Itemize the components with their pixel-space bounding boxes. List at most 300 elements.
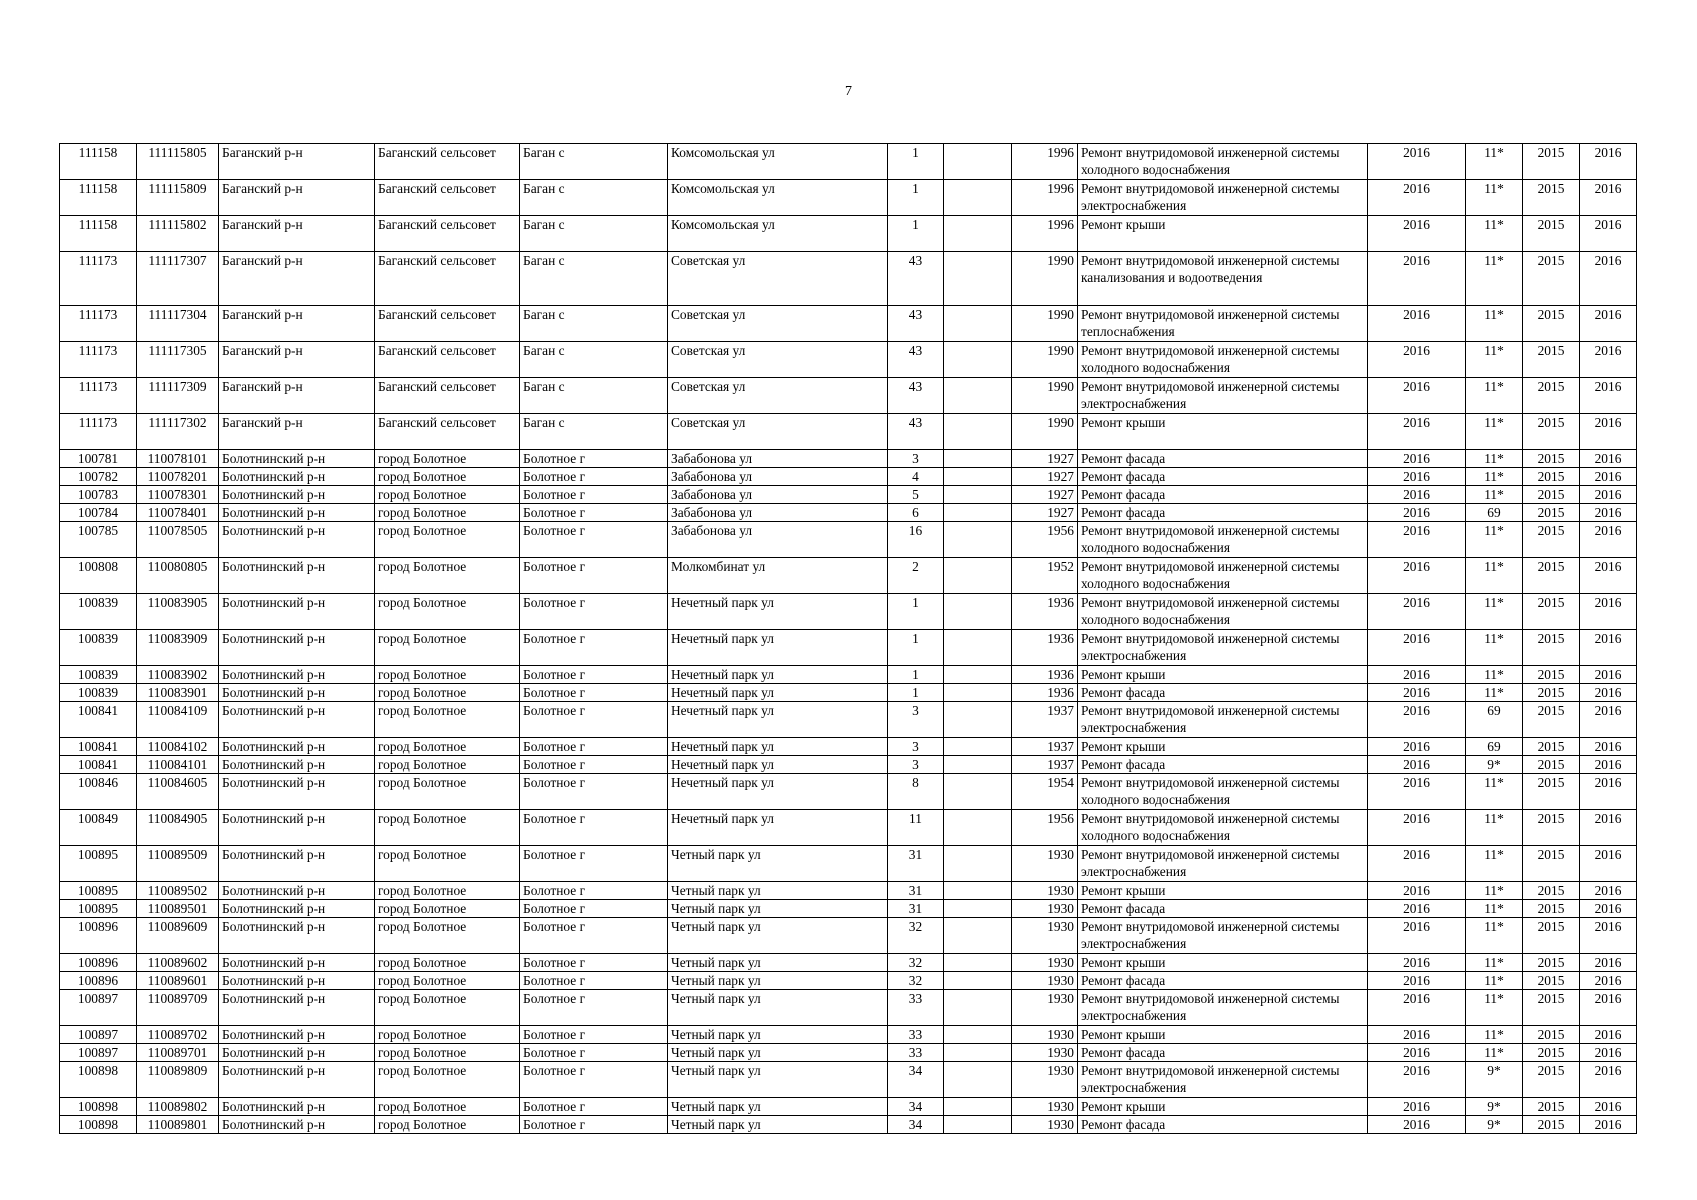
cell-plan-year: 2016 — [1368, 756, 1466, 774]
cell-plan-year: 2016 — [1368, 702, 1466, 738]
cell-category: 11* — [1466, 1026, 1523, 1044]
cell-building — [944, 810, 1012, 846]
cell-plan-year: 2016 — [1368, 1026, 1466, 1044]
cell-category: 11* — [1466, 918, 1523, 954]
cell-year-built: 1930 — [1012, 846, 1078, 882]
cell-building — [944, 468, 1012, 486]
cell-building — [944, 702, 1012, 738]
cell-plan-year: 2016 — [1368, 504, 1466, 522]
cell-locality: Болотное г — [520, 702, 668, 738]
cell-work-type: Ремонт внутридомовой инженерной системы канализования и водоотведения — [1078, 252, 1368, 306]
cell-house-number: 33 — [888, 1026, 944, 1044]
cell-year-built: 1956 — [1012, 810, 1078, 846]
cell-locality: Болотное г — [520, 594, 668, 630]
cell-work-type: Ремонт внутридомовой инженерной системы электроснабжения — [1078, 990, 1368, 1026]
cell-street: Четный парк ул — [668, 918, 888, 954]
cell-period-end: 2016 — [1580, 810, 1637, 846]
cell-district: Болотнинский р-н — [219, 1062, 375, 1098]
cell-object-code: 110089809 — [137, 1062, 219, 1098]
cell-period-end: 2016 — [1580, 774, 1637, 810]
cell-year-built: 1937 — [1012, 738, 1078, 756]
cell-period-end: 2016 — [1580, 504, 1637, 522]
table-row — [60, 504, 1637, 522]
cell-period-start: 2015 — [1523, 468, 1580, 486]
cell-street: Комсомольская ул — [668, 180, 888, 216]
cell-district: Баганский р-н — [219, 252, 375, 306]
cell-work-type: Ремонт крыши — [1078, 1098, 1368, 1116]
cell-object-code: 110083909 — [137, 630, 219, 666]
cell-plan-year: 2016 — [1368, 180, 1466, 216]
cell-district: Баганский р-н — [219, 180, 375, 216]
cell-house-id: 100897 — [60, 1044, 137, 1062]
cell-house-id: 100898 — [60, 1116, 137, 1134]
cell-plan-year: 2016 — [1368, 414, 1466, 450]
cell-building — [944, 306, 1012, 342]
cell-object-code: 111115805 — [137, 144, 219, 180]
cell-period-start: 2015 — [1523, 774, 1580, 810]
cell-period-start: 2015 — [1523, 882, 1580, 900]
cell-period-end: 2016 — [1580, 180, 1637, 216]
cell-house-number: 1 — [888, 180, 944, 216]
cell-district: Болотнинский р-н — [219, 1044, 375, 1062]
cell-period-end: 2016 — [1580, 522, 1637, 558]
cell-municipality: город Болотное — [375, 882, 520, 900]
cell-category: 11* — [1466, 252, 1523, 306]
cell-district: Баганский р-н — [219, 306, 375, 342]
cell-period-start: 2015 — [1523, 846, 1580, 882]
cell-house-id: 111158 — [60, 216, 137, 252]
cell-category: 11* — [1466, 630, 1523, 666]
cell-building — [944, 774, 1012, 810]
cell-work-type: Ремонт фасада — [1078, 468, 1368, 486]
cell-category: 9* — [1466, 1116, 1523, 1134]
cell-house-id: 100841 — [60, 738, 137, 756]
cell-period-start: 2015 — [1523, 180, 1580, 216]
table-row — [60, 378, 1637, 414]
cell-municipality: город Болотное — [375, 990, 520, 1026]
table-row — [60, 774, 1637, 810]
cell-work-type: Ремонт крыши — [1078, 882, 1368, 900]
cell-year-built: 1956 — [1012, 522, 1078, 558]
cell-period-start: 2015 — [1523, 594, 1580, 630]
cell-street: Нечетный парк ул — [668, 630, 888, 666]
cell-plan-year: 2016 — [1368, 738, 1466, 756]
cell-locality: Болотное г — [520, 810, 668, 846]
cell-house-number: 33 — [888, 990, 944, 1026]
cell-year-built: 1996 — [1012, 144, 1078, 180]
cell-period-end: 2016 — [1580, 1062, 1637, 1098]
cell-plan-year: 2016 — [1368, 882, 1466, 900]
cell-year-built: 1927 — [1012, 486, 1078, 504]
cell-period-end: 2016 — [1580, 1116, 1637, 1134]
cell-object-code: 110089709 — [137, 990, 219, 1026]
cell-house-number: 1 — [888, 666, 944, 684]
cell-period-end: 2016 — [1580, 558, 1637, 594]
cell-street: Четный парк ул — [668, 1026, 888, 1044]
cell-plan-year: 2016 — [1368, 558, 1466, 594]
table-row — [60, 918, 1637, 954]
table-row — [60, 1098, 1637, 1116]
cell-period-start: 2015 — [1523, 342, 1580, 378]
cell-work-type: Ремонт внутридомовой инженерной системы электроснабжения — [1078, 630, 1368, 666]
cell-year-built: 1930 — [1012, 1116, 1078, 1134]
cell-building — [944, 558, 1012, 594]
cell-year-built: 1936 — [1012, 684, 1078, 702]
cell-building — [944, 972, 1012, 990]
cell-house-number: 43 — [888, 342, 944, 378]
cell-district: Болотнинский р-н — [219, 522, 375, 558]
cell-plan-year: 2016 — [1368, 1044, 1466, 1062]
cell-locality: Болотное г — [520, 1116, 668, 1134]
cell-municipality: город Болотное — [375, 1098, 520, 1116]
table-row — [60, 756, 1637, 774]
cell-year-built: 1930 — [1012, 1062, 1078, 1098]
cell-object-code: 110084109 — [137, 702, 219, 738]
cell-building — [944, 918, 1012, 954]
cell-street: Нечетный парк ул — [668, 702, 888, 738]
cell-locality: Баган с — [520, 306, 668, 342]
cell-period-start: 2015 — [1523, 918, 1580, 954]
cell-house-number: 33 — [888, 1044, 944, 1062]
cell-street: Советская ул — [668, 414, 888, 450]
cell-period-start: 2015 — [1523, 558, 1580, 594]
cell-object-code: 110080805 — [137, 558, 219, 594]
cell-house-number: 1 — [888, 216, 944, 252]
table-row — [60, 342, 1637, 378]
cell-locality: Болотное г — [520, 666, 668, 684]
cell-work-type: Ремонт фасада — [1078, 450, 1368, 468]
cell-work-type: Ремонт внутридомовой инженерной системы холодного водоснабжения — [1078, 342, 1368, 378]
cell-street: Нечетный парк ул — [668, 738, 888, 756]
cell-house-id: 100839 — [60, 630, 137, 666]
cell-municipality: город Болотное — [375, 900, 520, 918]
cell-house-number: 34 — [888, 1098, 944, 1116]
cell-house-id: 100783 — [60, 486, 137, 504]
cell-period-start: 2015 — [1523, 666, 1580, 684]
cell-street: Забабонова ул — [668, 468, 888, 486]
cell-year-built: 1930 — [1012, 972, 1078, 990]
cell-house-number: 43 — [888, 414, 944, 450]
cell-object-code: 111117309 — [137, 378, 219, 414]
cell-house-number: 16 — [888, 522, 944, 558]
cell-municipality: город Болотное — [375, 594, 520, 630]
cell-municipality: Баганский сельсовет — [375, 144, 520, 180]
cell-period-start: 2015 — [1523, 990, 1580, 1026]
cell-work-type: Ремонт внутридомовой инженерной системы холодного водоснабжения — [1078, 774, 1368, 810]
cell-municipality: город Болотное — [375, 486, 520, 504]
cell-year-built: 1952 — [1012, 558, 1078, 594]
cell-municipality: город Болотное — [375, 810, 520, 846]
cell-house-id: 100896 — [60, 954, 137, 972]
cell-building — [944, 180, 1012, 216]
cell-house-id: 100839 — [60, 594, 137, 630]
cell-plan-year: 2016 — [1368, 450, 1466, 468]
cell-object-code: 110078301 — [137, 486, 219, 504]
cell-municipality: Баганский сельсовет — [375, 252, 520, 306]
cell-municipality: город Болотное — [375, 1044, 520, 1062]
cell-locality: Болотное г — [520, 684, 668, 702]
cell-building — [944, 756, 1012, 774]
cell-work-type: Ремонт фасада — [1078, 504, 1368, 522]
cell-building — [944, 1116, 1012, 1134]
cell-period-end: 2016 — [1580, 630, 1637, 666]
cell-street: Четный парк ул — [668, 882, 888, 900]
cell-plan-year: 2016 — [1368, 846, 1466, 882]
cell-house-id: 100895 — [60, 846, 137, 882]
cell-period-start: 2015 — [1523, 450, 1580, 468]
cell-category: 11* — [1466, 1044, 1523, 1062]
cell-period-start: 2015 — [1523, 522, 1580, 558]
cell-house-id: 111158 — [60, 180, 137, 216]
cell-municipality: Баганский сельсовет — [375, 414, 520, 450]
cell-plan-year: 2016 — [1368, 774, 1466, 810]
cell-district: Болотнинский р-н — [219, 774, 375, 810]
cell-house-number: 3 — [888, 738, 944, 756]
cell-plan-year: 2016 — [1368, 1116, 1466, 1134]
cell-district: Болотнинский р-н — [219, 738, 375, 756]
cell-category: 11* — [1466, 846, 1523, 882]
table-row — [60, 1026, 1637, 1044]
cell-work-type: Ремонт внутридомовой инженерной системы холодного водоснабжения — [1078, 558, 1368, 594]
cell-house-id: 100839 — [60, 684, 137, 702]
cell-object-code: 111117302 — [137, 414, 219, 450]
cell-plan-year: 2016 — [1368, 378, 1466, 414]
cell-street: Забабонова ул — [668, 522, 888, 558]
cell-year-built: 1936 — [1012, 630, 1078, 666]
cell-house-number: 31 — [888, 846, 944, 882]
cell-category: 11* — [1466, 666, 1523, 684]
table-row — [60, 666, 1637, 684]
cell-street: Четный парк ул — [668, 954, 888, 972]
cell-district: Болотнинский р-н — [219, 1098, 375, 1116]
cell-street: Четный парк ул — [668, 1044, 888, 1062]
cell-municipality: город Болотное — [375, 630, 520, 666]
cell-district: Баганский р-н — [219, 378, 375, 414]
cell-house-number: 1 — [888, 144, 944, 180]
cell-object-code: 110078505 — [137, 522, 219, 558]
cell-house-id: 100781 — [60, 450, 137, 468]
cell-work-type: Ремонт внутридомовой инженерной системы электроснабжения — [1078, 180, 1368, 216]
cell-category: 11* — [1466, 774, 1523, 810]
cell-object-code: 110089802 — [137, 1098, 219, 1116]
cell-house-number: 8 — [888, 774, 944, 810]
cell-locality: Болотное г — [520, 972, 668, 990]
cell-locality: Болотное г — [520, 774, 668, 810]
cell-district: Болотнинский р-н — [219, 972, 375, 990]
cell-period-end: 2016 — [1580, 306, 1637, 342]
cell-municipality: город Болотное — [375, 738, 520, 756]
cell-work-type: Ремонт фасада — [1078, 1044, 1368, 1062]
cell-district: Болотнинский р-н — [219, 684, 375, 702]
cell-object-code: 111115809 — [137, 180, 219, 216]
cell-locality: Болотное г — [520, 756, 668, 774]
cell-work-type: Ремонт внутридомовой инженерной системы холодного водоснабжения — [1078, 144, 1368, 180]
cell-period-end: 2016 — [1580, 702, 1637, 738]
cell-work-type: Ремонт фасада — [1078, 972, 1368, 990]
cell-street: Забабонова ул — [668, 450, 888, 468]
table-row — [60, 738, 1637, 756]
cell-period-end: 2016 — [1580, 378, 1637, 414]
cell-object-code: 110084101 — [137, 756, 219, 774]
cell-municipality: город Болотное — [375, 684, 520, 702]
cell-year-built: 1927 — [1012, 468, 1078, 486]
table-row — [60, 900, 1637, 918]
cell-house-id: 111173 — [60, 414, 137, 450]
cell-object-code: 111117305 — [137, 342, 219, 378]
cell-plan-year: 2016 — [1368, 468, 1466, 486]
cell-building — [944, 1062, 1012, 1098]
table-row — [60, 144, 1637, 180]
cell-work-type: Ремонт крыши — [1078, 738, 1368, 756]
cell-plan-year: 2016 — [1368, 486, 1466, 504]
cell-year-built: 1937 — [1012, 756, 1078, 774]
cell-year-built: 1930 — [1012, 1026, 1078, 1044]
cell-period-start: 2015 — [1523, 1098, 1580, 1116]
cell-locality: Болотное г — [520, 1062, 668, 1098]
cell-period-start: 2015 — [1523, 144, 1580, 180]
cell-period-end: 2016 — [1580, 1026, 1637, 1044]
cell-house-id: 100841 — [60, 756, 137, 774]
cell-municipality: город Болотное — [375, 774, 520, 810]
cell-street: Советская ул — [668, 306, 888, 342]
cell-district: Болотнинский р-н — [219, 504, 375, 522]
cell-house-number: 43 — [888, 378, 944, 414]
cell-category: 11* — [1466, 990, 1523, 1026]
cell-district: Болотнинский р-н — [219, 468, 375, 486]
cell-object-code: 111117307 — [137, 252, 219, 306]
cell-municipality: город Болотное — [375, 1116, 520, 1134]
cell-plan-year: 2016 — [1368, 954, 1466, 972]
cell-municipality: город Болотное — [375, 666, 520, 684]
cell-municipality: город Болотное — [375, 1062, 520, 1098]
cell-building — [944, 504, 1012, 522]
cell-work-type: Ремонт фасада — [1078, 684, 1368, 702]
cell-category: 11* — [1466, 558, 1523, 594]
table-row — [60, 522, 1637, 558]
cell-plan-year: 2016 — [1368, 666, 1466, 684]
cell-house-number: 31 — [888, 882, 944, 900]
cell-plan-year: 2016 — [1368, 972, 1466, 990]
cell-object-code: 110084605 — [137, 774, 219, 810]
cell-street: Советская ул — [668, 378, 888, 414]
cell-district: Болотнинский р-н — [219, 450, 375, 468]
cell-locality: Болотное г — [520, 450, 668, 468]
cell-category: 11* — [1466, 216, 1523, 252]
table-row — [60, 252, 1637, 306]
cell-house-id: 100839 — [60, 666, 137, 684]
cell-object-code: 110089602 — [137, 954, 219, 972]
cell-municipality: город Болотное — [375, 972, 520, 990]
cell-category: 11* — [1466, 306, 1523, 342]
cell-plan-year: 2016 — [1368, 522, 1466, 558]
cell-year-built: 1990 — [1012, 378, 1078, 414]
cell-building — [944, 342, 1012, 378]
cell-category: 9* — [1466, 1062, 1523, 1098]
cell-locality: Болотное г — [520, 990, 668, 1026]
cell-street: Забабонова ул — [668, 486, 888, 504]
cell-house-number: 32 — [888, 954, 944, 972]
cell-year-built: 1930 — [1012, 1098, 1078, 1116]
cell-plan-year: 2016 — [1368, 900, 1466, 918]
cell-category: 11* — [1466, 342, 1523, 378]
cell-house-number: 1 — [888, 594, 944, 630]
cell-work-type: Ремонт крыши — [1078, 666, 1368, 684]
cell-period-start: 2015 — [1523, 1044, 1580, 1062]
cell-municipality: Баганский сельсовет — [375, 216, 520, 252]
cell-municipality: город Болотное — [375, 468, 520, 486]
cell-building — [944, 882, 1012, 900]
cell-building — [944, 144, 1012, 180]
cell-locality: Болотное г — [520, 882, 668, 900]
table-row — [60, 684, 1637, 702]
cell-house-number: 6 — [888, 504, 944, 522]
cell-period-end: 2016 — [1580, 144, 1637, 180]
cell-object-code: 110083902 — [137, 666, 219, 684]
cell-street: Комсомольская ул — [668, 144, 888, 180]
cell-building — [944, 450, 1012, 468]
cell-municipality: Баганский сельсовет — [375, 378, 520, 414]
cell-object-code: 110089701 — [137, 1044, 219, 1062]
table-row — [60, 594, 1637, 630]
cell-work-type: Ремонт внутридомовой инженерной системы электроснабжения — [1078, 918, 1368, 954]
cell-street: Нечетный парк ул — [668, 756, 888, 774]
cell-locality: Баган с — [520, 414, 668, 450]
cell-year-built: 1927 — [1012, 504, 1078, 522]
cell-district: Болотнинский р-н — [219, 990, 375, 1026]
cell-category: 11* — [1466, 144, 1523, 180]
cell-locality: Болотное г — [520, 486, 668, 504]
cell-building — [944, 630, 1012, 666]
cell-category: 11* — [1466, 900, 1523, 918]
cell-plan-year: 2016 — [1368, 594, 1466, 630]
cell-year-built: 1930 — [1012, 1044, 1078, 1062]
cell-house-number: 5 — [888, 486, 944, 504]
cell-year-built: 1936 — [1012, 594, 1078, 630]
cell-category: 11* — [1466, 468, 1523, 486]
cell-work-type: Ремонт внутридомовой инженерной системы холодного водоснабжения — [1078, 594, 1368, 630]
cell-street: Молкомбинат ул — [668, 558, 888, 594]
cell-district: Болотнинский р-н — [219, 1116, 375, 1134]
cell-house-number: 3 — [888, 450, 944, 468]
cell-period-end: 2016 — [1580, 900, 1637, 918]
cell-building — [944, 252, 1012, 306]
cell-period-start: 2015 — [1523, 1062, 1580, 1098]
cell-house-id: 100849 — [60, 810, 137, 846]
cell-house-id: 100897 — [60, 1026, 137, 1044]
cell-period-end: 2016 — [1580, 972, 1637, 990]
cell-house-id: 111173 — [60, 342, 137, 378]
cell-street: Нечетный парк ул — [668, 594, 888, 630]
cell-building — [944, 1026, 1012, 1044]
cell-year-built: 1937 — [1012, 702, 1078, 738]
cell-house-number: 3 — [888, 702, 944, 738]
table-row — [60, 1062, 1637, 1098]
cell-house-id: 100808 — [60, 558, 137, 594]
cell-year-built: 1990 — [1012, 252, 1078, 306]
cell-house-id: 100898 — [60, 1098, 137, 1116]
cell-period-end: 2016 — [1580, 738, 1637, 756]
cell-building — [944, 900, 1012, 918]
cell-work-type: Ремонт внутридомовой инженерной системы электроснабжения — [1078, 702, 1368, 738]
cell-work-type: Ремонт внутридомовой инженерной системы электроснабжения — [1078, 1062, 1368, 1098]
cell-district: Болотнинский р-н — [219, 810, 375, 846]
cell-object-code: 110089509 — [137, 846, 219, 882]
cell-category: 11* — [1466, 810, 1523, 846]
cell-house-number: 43 — [888, 306, 944, 342]
cell-year-built: 1990 — [1012, 414, 1078, 450]
table-row — [60, 972, 1637, 990]
cell-period-end: 2016 — [1580, 918, 1637, 954]
